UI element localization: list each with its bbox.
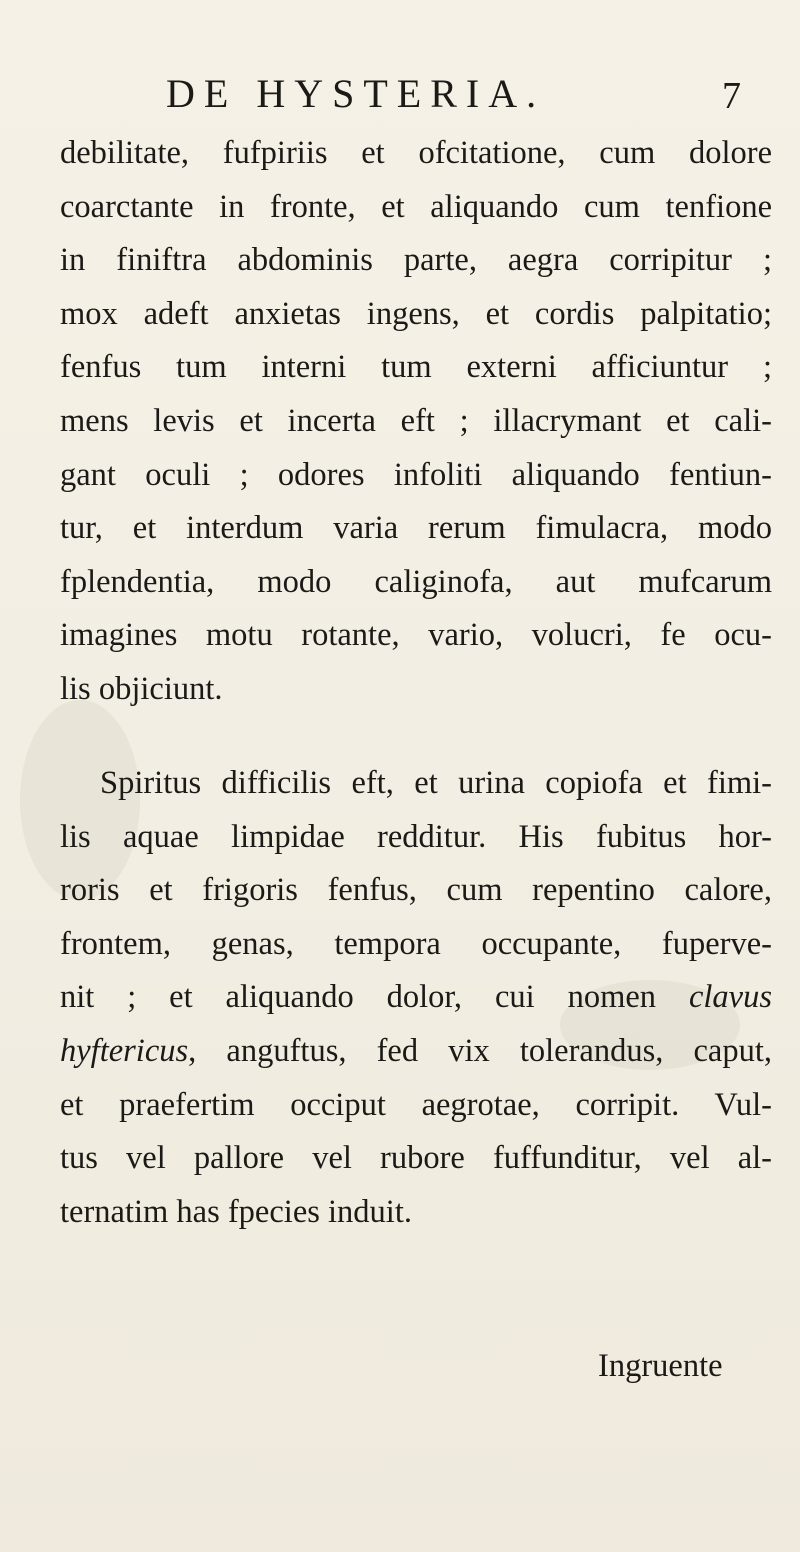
text-line: lis objiciunt. xyxy=(60,670,223,707)
text-line: tur, et interdum varia rerum fimulacra, modo xyxy=(60,510,772,547)
catchword: Ingruente xyxy=(598,1348,723,1384)
text-line: imagines motu rotante, vario, volucri, fe ocu- xyxy=(60,617,772,654)
text-line: Spiritus difficilis eft, et urina copiofa et fimi- xyxy=(100,765,772,801)
text-line: fenfus tum interni tum externi afficiuntur ; xyxy=(60,349,772,386)
text-line-with-italic xyxy=(60,1025,772,1079)
text-segment: , anguftus, fed vix tolerandus, caput, xyxy=(188,1032,772,1069)
paragraph-2 xyxy=(60,757,772,1239)
text-line: mens levis et incerta eft ; illacrymant et cali- xyxy=(60,402,772,439)
text-line: coarctante in fronte, et aliquando cum tenfione xyxy=(60,188,772,225)
italic-term: hyftericus xyxy=(60,1032,189,1069)
text-line: frontem, genas, tempora occupante, fuperve- xyxy=(60,925,772,962)
paragraph-1 xyxy=(60,127,772,717)
text-line-with-italic xyxy=(60,971,772,1025)
page-header xyxy=(0,60,800,117)
text-line: debilitate, fufpiriis et ofcitatione, cum dolore xyxy=(60,135,772,171)
text-line: mox adeft anxietas ingens, et cordis palpitatio; xyxy=(60,295,772,332)
text-segment: nit ; et aliquando dolor, cui nomen xyxy=(60,979,657,1016)
text-line: in finiftra abdominis parte, aegra corripitur ; xyxy=(60,242,772,279)
page-number: 7 xyxy=(722,75,741,117)
text-line: fplendentia, modo caliginofa, aut mufcarum xyxy=(60,563,772,600)
text-line: ternatim has fpecies induit. xyxy=(60,1193,412,1230)
text-line: tus vel pallore vel rubore fuffunditur, vel al- xyxy=(60,1140,772,1177)
italic-term: clavus xyxy=(688,979,772,1016)
running-title: DE HYSTERIA. xyxy=(166,71,546,116)
text-line: et praefertim occiput aegrotae, corripit. Vul- xyxy=(60,1086,772,1123)
text-line: lis aquae limpidae redditur. His fubitus hor- xyxy=(60,818,772,855)
text-line: roris et frigoris fenfus, cum repentino calore, xyxy=(60,872,772,909)
text-line: gant oculi ; odores infoliti aliquando fentiun- xyxy=(60,456,772,493)
